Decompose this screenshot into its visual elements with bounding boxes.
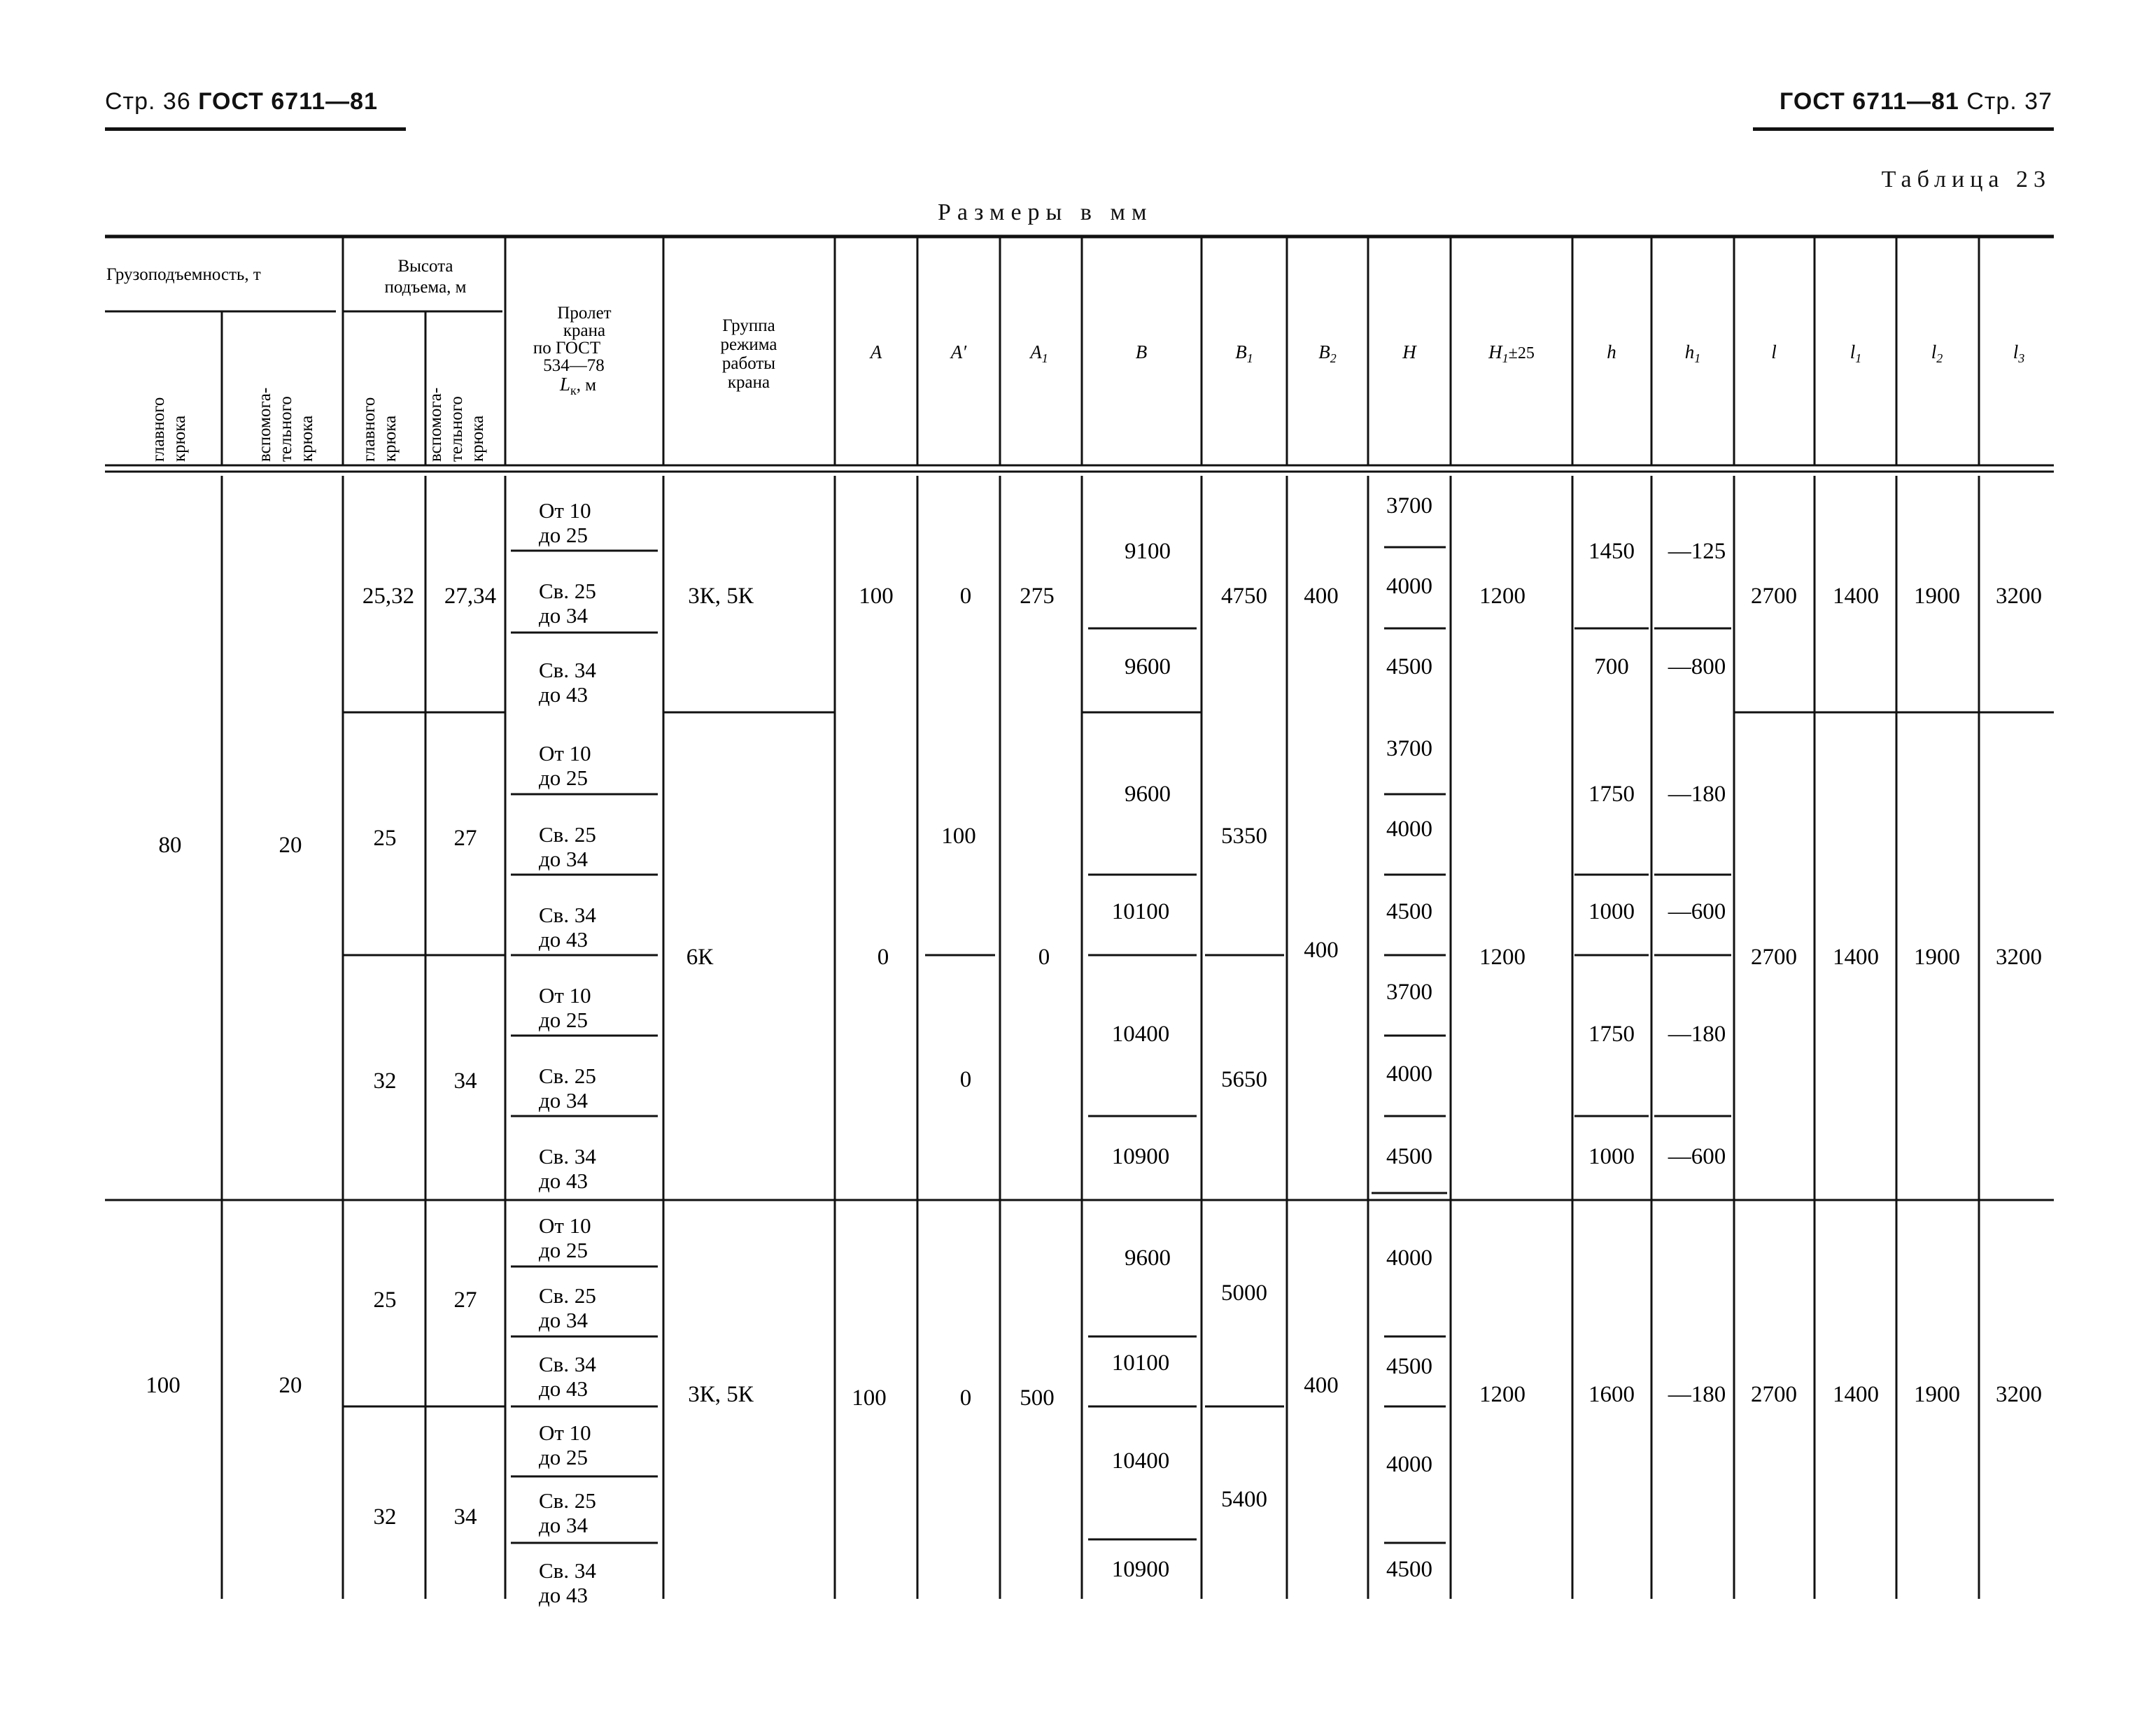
span-over-34: Св. 34 [539, 658, 596, 682]
col-lift-height-1: Высота [397, 257, 453, 276]
cell-l1: 1400 [1833, 584, 1879, 609]
cell-B1: 5000 [1221, 1280, 1267, 1306]
span-to-43: до 43 [539, 682, 589, 707]
span-over-25: Св. 25 [539, 1488, 596, 1513]
col-span [533, 304, 612, 397]
left-page-number: Стр. 36 [105, 88, 191, 115]
span-to-34: до 34 [539, 1513, 589, 1537]
cell-B2: 400 [1304, 1373, 1339, 1398]
span-over-25: Св. 25 [539, 822, 596, 847]
span-cells [539, 498, 596, 1607]
span-from-10: От 10 [539, 741, 591, 765]
span-to-25: до 25 [539, 1238, 589, 1262]
cell-l: 2700 [1751, 584, 1797, 609]
cell-B: 10900 [1111, 1557, 1170, 1582]
col-h: h [1607, 341, 1616, 362]
col-B2: $B_2$ [1318, 341, 1337, 365]
svg-text:Lк, м: $L_к$, м [560, 374, 597, 397]
right-page-number: Стр. 37 [1966, 88, 2052, 115]
cell-group: 3К, 5К [688, 584, 754, 609]
span-from-10: От 10 [539, 1213, 591, 1238]
cell-H: 4000 [1386, 817, 1432, 842]
svg-text:тельного: тельного [276, 396, 295, 462]
span-to-43: до 43 [539, 1376, 589, 1401]
cell-h-aux: 27 [453, 826, 477, 851]
cell-l3: 3200 [1996, 584, 2042, 609]
units-caption: Размеры в мм [938, 199, 1153, 225]
cell-capacity-main: 100 [146, 1373, 181, 1398]
span-to-43: до 43 [539, 1583, 589, 1607]
cell-B2: 400 [1304, 938, 1339, 963]
cell-l3: 3200 [1996, 1382, 2042, 1407]
svg-text:534—78: 534—78 [543, 356, 605, 375]
span-to-43: до 43 [539, 927, 589, 952]
svg-text:крана: крана [563, 321, 606, 340]
cell-h: 1000 [1588, 899, 1635, 924]
col-lift-height-2: подъема, м [384, 278, 467, 297]
cell-l: 2700 [1751, 1382, 1797, 1407]
cell-h-main: 32 [373, 1504, 397, 1530]
cell-H: 4000 [1386, 1061, 1432, 1087]
svg-text:крана: крана [727, 373, 770, 392]
cell-H: 3700 [1386, 493, 1432, 518]
span-to-25: до 25 [539, 765, 589, 790]
cell-h-main: 25,32 [362, 584, 415, 609]
svg-text:вспомога-: вспомога- [426, 387, 445, 462]
svg-text:тельного: тельного [447, 396, 466, 462]
cell-h1: —180 [1668, 1022, 1726, 1047]
cell-capacity-aux: 20 [279, 833, 302, 858]
cell-H: 4500 [1386, 1144, 1432, 1169]
cell-h-aux: 34 [453, 1504, 477, 1530]
cell-h1: —125 [1668, 539, 1726, 564]
svg-text:Пролет: Пролет [557, 304, 612, 323]
col-l1: $l_1$ [1849, 341, 1862, 365]
span-to-34: до 34 [539, 603, 589, 628]
cell-A: 100 [852, 1385, 887, 1411]
cell-h-main: 25 [373, 1287, 397, 1313]
cell-l1: 1400 [1833, 945, 1879, 970]
cell-h1: —600 [1668, 899, 1726, 924]
cell-H1: 1200 [1479, 945, 1526, 970]
cell-B: 10100 [1111, 899, 1170, 924]
cell-B: 9100 [1125, 539, 1171, 564]
cell-h-main: 25 [373, 826, 397, 851]
cell-h: 1450 [1588, 539, 1635, 564]
cell-h-aux: 34 [453, 1068, 477, 1094]
cell-l2: 1900 [1914, 1382, 1960, 1407]
cell-A-prime: 0 [959, 1067, 972, 1092]
col-A1: $A_1$ [1030, 341, 1048, 365]
span-over-34: Св. 34 [539, 903, 596, 927]
span-over-34: Св. 34 [539, 1558, 596, 1583]
span-to-25: до 25 [539, 1445, 589, 1469]
cell-h-main: 32 [373, 1068, 397, 1094]
cell-A: 0 [877, 945, 889, 970]
svg-text:крюка: крюка [170, 415, 189, 462]
col-A-prime: A′ [950, 341, 967, 362]
block-100 [146, 1245, 2042, 1582]
cell-h1: —600 [1668, 1144, 1726, 1169]
col-capacity: Грузоподъемность, т [106, 265, 261, 284]
cell-H1: 1200 [1479, 584, 1526, 609]
cell-h: 1600 [1588, 1382, 1635, 1407]
col-duty-group [721, 316, 777, 392]
cell-H: 4500 [1386, 899, 1432, 924]
span-to-43: до 43 [539, 1169, 589, 1193]
cell-h-aux: 27 [453, 1287, 477, 1313]
span-to-34: до 34 [539, 1088, 589, 1113]
span-to-25: до 25 [539, 523, 589, 547]
cell-h: 1000 [1588, 1144, 1635, 1169]
svg-text:крюка: крюка [468, 415, 487, 462]
cell-B: 9600 [1125, 654, 1171, 679]
cell-l2: 1900 [1914, 945, 1960, 970]
cell-h: 1750 [1588, 1022, 1635, 1047]
cell-B1: 5400 [1221, 1487, 1267, 1512]
col-main-hook-capacity [149, 397, 189, 462]
cell-H: 4000 [1386, 574, 1432, 599]
cell-H1: 1200 [1479, 1382, 1526, 1407]
col-l3: $l_3$ [2013, 341, 2025, 365]
cell-group: 6К [686, 945, 714, 970]
cell-group: 3К, 5К [688, 1382, 754, 1407]
cell-B2: 400 [1304, 584, 1339, 609]
cell-A-prime: 0 [959, 1385, 972, 1411]
cell-B1: 4750 [1221, 584, 1267, 609]
svg-text:крюка: крюка [381, 415, 400, 462]
cell-H: 3700 [1386, 980, 1432, 1005]
span-over-25: Св. 25 [539, 1283, 596, 1308]
cell-h: 700 [1594, 654, 1629, 679]
cell-B1: 5350 [1221, 824, 1267, 849]
span-to-25: до 25 [539, 1008, 589, 1032]
cell-H: 4000 [1386, 1452, 1432, 1477]
span-over-25: Св. 25 [539, 1064, 596, 1088]
cell-A1: 0 [1038, 945, 1050, 970]
cell-l1: 1400 [1833, 1382, 1879, 1407]
cell-B: 9600 [1125, 782, 1171, 807]
cell-B: 10400 [1111, 1022, 1170, 1047]
svg-text:главного: главного [360, 397, 379, 462]
cell-capacity-main: 80 [158, 833, 182, 858]
cell-H: 3700 [1386, 736, 1432, 761]
cell-A-prime: 0 [959, 584, 972, 609]
cell-h: 1750 [1588, 782, 1635, 807]
col-B: B [1135, 341, 1148, 362]
cell-h1: —800 [1668, 654, 1726, 679]
span-from-10: От 10 [539, 498, 591, 523]
span-from-10: От 10 [539, 1420, 591, 1445]
cell-B1: 5650 [1221, 1067, 1267, 1092]
svg-text:главного: главного [149, 397, 168, 462]
cell-H: 4500 [1386, 654, 1432, 679]
span-over-25: Св. 25 [539, 579, 596, 603]
cell-B: 10100 [1111, 1350, 1170, 1376]
table-title: Таблица 23 [1881, 167, 2051, 192]
col-aux-hook-capacity [255, 388, 316, 462]
col-l: l [1771, 341, 1777, 362]
cell-H: 4500 [1386, 1354, 1432, 1379]
span-to-34: до 34 [539, 1308, 589, 1332]
svg-text:Группа: Группа [722, 316, 775, 335]
svg-text:вспомога-: вспомога- [255, 387, 274, 462]
col-H: H [1402, 341, 1416, 362]
svg-text:режима: режима [720, 335, 777, 354]
span-to-34: до 34 [539, 847, 589, 871]
col-B1: $B_1$ [1235, 341, 1253, 365]
block-80 [159, 493, 2043, 1169]
cell-H: 4500 [1386, 1557, 1432, 1582]
cell-A1: 275 [1020, 584, 1055, 609]
cell-l: 2700 [1751, 945, 1797, 970]
col-l2: $l_2$ [1931, 341, 1943, 365]
cell-H: 4000 [1386, 1245, 1432, 1271]
cell-l2: 1900 [1914, 584, 1960, 609]
cell-capacity-aux: 20 [279, 1373, 302, 1398]
cell-B: 9600 [1125, 1245, 1171, 1271]
svg-text:работы: работы [721, 354, 776, 373]
cell-h1: —180 [1668, 782, 1726, 807]
cell-B: 10900 [1111, 1144, 1170, 1169]
svg-text:крюка: крюка [297, 415, 316, 462]
span-from-10: От 10 [539, 983, 591, 1008]
cell-A: 100 [859, 584, 894, 609]
col-h1: $h_1$ [1684, 341, 1701, 365]
right-doc-number: ГОСТ 6711—81 [1780, 88, 1959, 115]
cell-A-prime: 100 [941, 824, 976, 849]
cell-A1: 500 [1020, 1385, 1055, 1411]
col-A: A [870, 341, 882, 362]
left-doc-number: ГОСТ 6711—81 [198, 88, 378, 115]
cell-B: 10400 [1111, 1448, 1170, 1474]
col-H1: $H_1\pm 25$ [1488, 341, 1535, 365]
cell-h1: —180 [1668, 1382, 1726, 1407]
span-over-34: Св. 34 [539, 1352, 596, 1376]
svg-text:по ГОСТ: по ГОСТ [533, 339, 601, 358]
col-aux-hook-height [426, 388, 487, 462]
col-main-hook-height [360, 397, 400, 462]
cell-h-aux: 27,34 [444, 584, 497, 609]
span-over-34: Св. 34 [539, 1144, 596, 1169]
cell-l3: 3200 [1996, 945, 2042, 970]
